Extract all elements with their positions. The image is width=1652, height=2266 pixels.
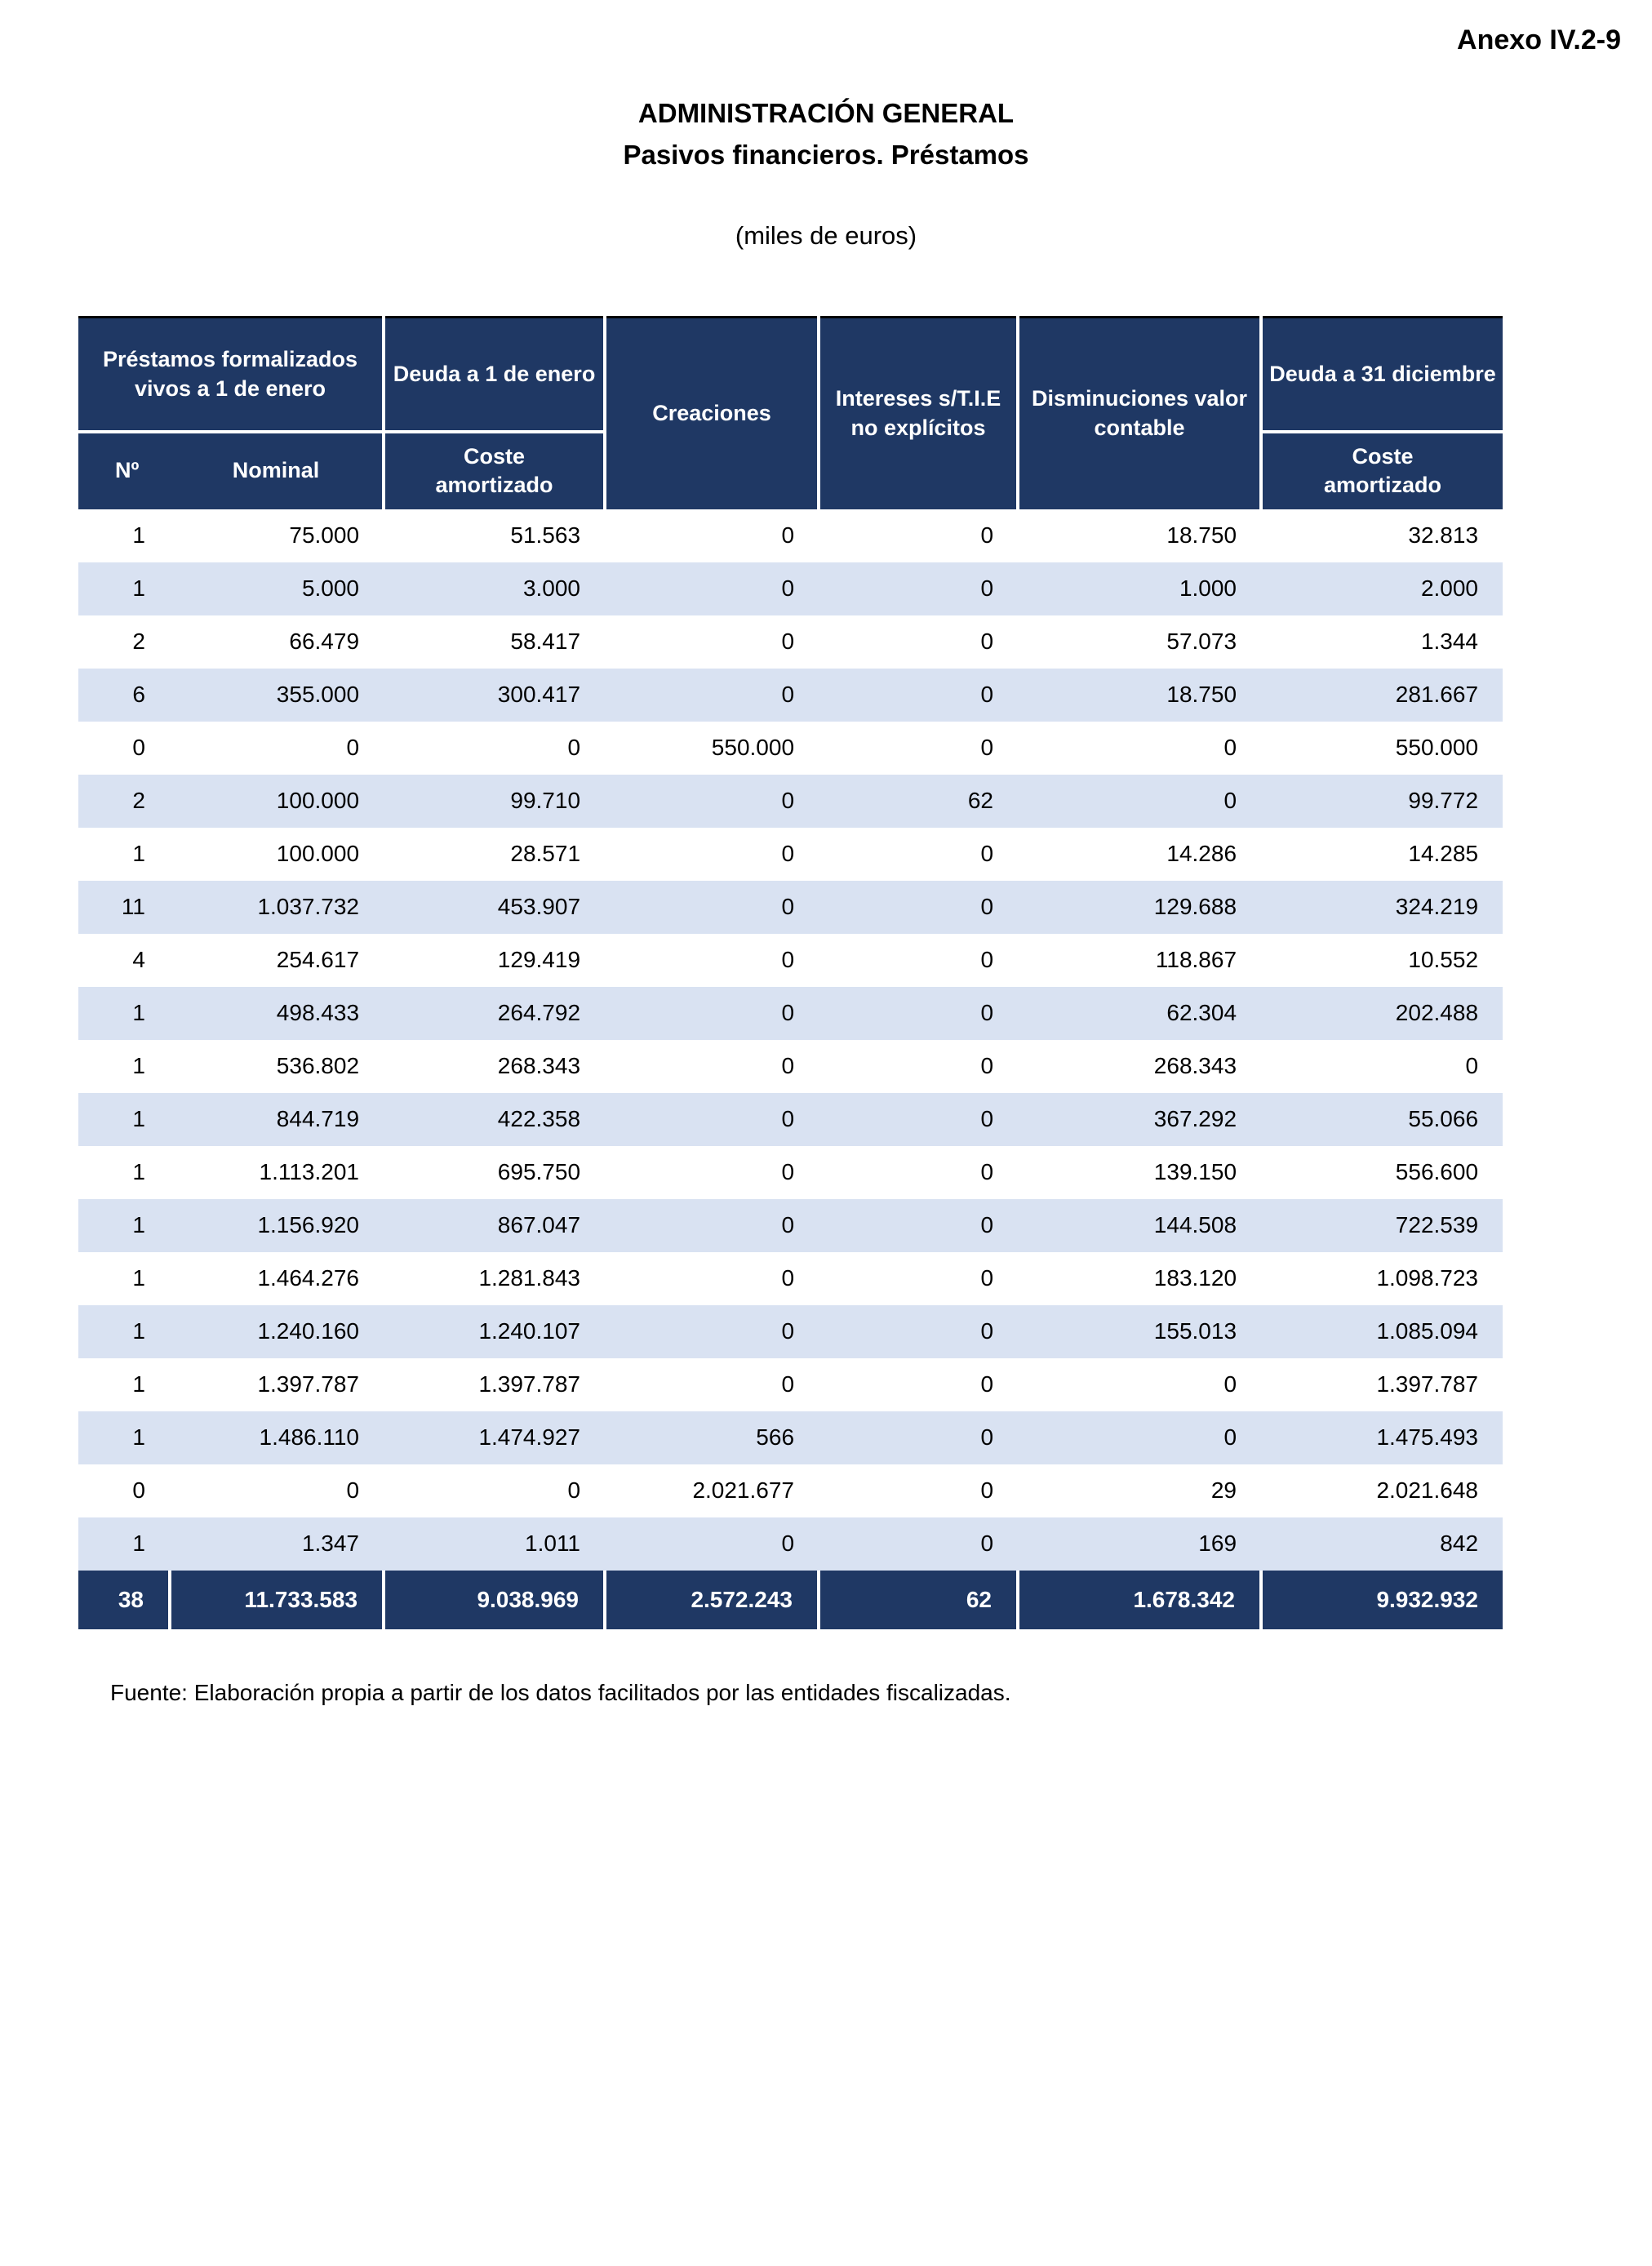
table-cell: 300.417 [384,669,605,722]
loans-table [78,316,1503,1629]
table-cell: 0 [384,1464,605,1517]
table-cell: 0 [819,1358,1018,1411]
table-cell: 550.000 [605,722,819,775]
table-row [78,722,1503,775]
table-cell: 144.508 [1018,1199,1261,1252]
table-cell: 695.750 [384,1146,605,1199]
table-cell: 169 [1018,1517,1261,1571]
table-cell: 0 [605,669,819,722]
table-cell: 0 [605,1358,819,1411]
table-cell: 0 [819,1464,1018,1517]
table-cell: 0 [605,775,819,828]
table-cell: 2 [78,775,170,828]
table-cell: 0 [819,934,1018,987]
table-cell: 1.240.160 [170,1305,384,1358]
table-cell: 268.343 [1018,1040,1261,1093]
table-cell: 268.343 [384,1040,605,1093]
table-cell: 1 [78,1305,170,1358]
table-row [78,987,1503,1040]
table-cell: 18.750 [1018,669,1261,722]
column-header-disminuciones: Disminuciones valor contable [1018,318,1261,509]
table-cell: 0 [819,1305,1018,1358]
table-cell: 118.867 [1018,934,1261,987]
table-cell: 0 [1018,1358,1261,1411]
table-cell: 75.000 [170,509,384,562]
table-cell: 0 [605,1146,819,1199]
table-cell: 99.710 [384,775,605,828]
source-note: Fuente: Elaboración propia a partir de los datos facilitados por las entidades fiscalizadas. [110,1679,1011,1705]
table-cell: 11 [78,881,170,934]
table-cell: 1 [78,1517,170,1571]
column-header-coste-amortizado-enero: Coste amortizado [384,432,605,509]
table-cell: 10.552 [1261,934,1503,987]
table-cell: 0 [819,1411,1018,1464]
table-cell: 1.281.843 [384,1252,605,1305]
table-row [78,562,1503,615]
table-cell: 1 [78,509,170,562]
table-cell: 0 [819,615,1018,669]
table-cell: 842 [1261,1517,1503,1571]
table-cell: 1.486.110 [170,1411,384,1464]
table-cell: 556.600 [1261,1146,1503,1199]
table-cell: 0 [605,615,819,669]
table-cell: 183.120 [1018,1252,1261,1305]
table-cell: 1.011 [384,1517,605,1571]
table-cell: 0 [605,1252,819,1305]
table-cell: 55.066 [1261,1093,1503,1146]
table-cell: 129.419 [384,934,605,987]
table-cell: 3.000 [384,562,605,615]
table-cell: 14.285 [1261,828,1503,881]
table-cell: 1 [78,1252,170,1305]
column-header-numero: Nº [78,432,170,509]
table-cell: 0 [819,828,1018,881]
table-cell: 32.813 [1261,509,1503,562]
table-cell: 453.907 [384,881,605,934]
table-cell: 844.719 [170,1093,384,1146]
table-cell: 6 [78,669,170,722]
column-header-nominal: Nominal [170,432,384,509]
table-cell: 18.750 [1018,509,1261,562]
table-body [78,509,1503,1571]
table-cell: 1.475.493 [1261,1411,1503,1464]
table-cell: 0 [819,987,1018,1040]
table-cell: 139.150 [1018,1146,1261,1199]
table-row [78,1358,1503,1411]
table-cell: 28.571 [384,828,605,881]
table-cell: 0 [819,669,1018,722]
table-cell: 29 [1018,1464,1261,1517]
table-cell: 0 [1261,1040,1503,1093]
table-cell: 0 [605,987,819,1040]
table-cell: 1 [78,562,170,615]
annex-label: Anexo IV.2-9 [1457,24,1621,56]
table-cell: 0 [819,1517,1018,1571]
table-cell: 1.113.201 [170,1146,384,1199]
units-note: (miles de euros) [735,221,917,251]
table-cell: 57.073 [1018,615,1261,669]
table-cell: 129.688 [1018,881,1261,934]
page-title: ADMINISTRACIÓN GENERAL [637,98,1015,128]
table-cell: 867.047 [384,1199,605,1252]
table-cell: 0 [819,1146,1018,1199]
table-cell: 566 [605,1411,819,1464]
table-row [78,881,1503,934]
table-row [78,1464,1503,1517]
total-cell: 62 [819,1571,1018,1629]
table-cell: 0 [605,1093,819,1146]
table-cell: 1.474.927 [384,1411,605,1464]
table-cell: 281.667 [1261,669,1503,722]
table-cell: 1.000 [1018,562,1261,615]
table-cell: 355.000 [170,669,384,722]
table-cell: 1 [78,1146,170,1199]
table-cell: 2.021.648 [1261,1464,1503,1517]
table-cell: 1.240.107 [384,1305,605,1358]
column-header-intereses: Intereses s/T.I.E no explícitos [819,318,1018,509]
table-cell: 1 [78,987,170,1040]
column-header-coste-amortizado-diciembre: Coste amortizado [1261,432,1503,509]
table-cell: 1 [78,1411,170,1464]
table-row [78,509,1503,562]
table-cell: 202.488 [1261,987,1503,1040]
table-cell: 0 [605,828,819,881]
table-cell: 550.000 [1261,722,1503,775]
column-header-creaciones: Creaciones [605,318,819,509]
title-block [0,92,1652,176]
total-cell: 9.932.932 [1261,1571,1503,1629]
table-cell: 0 [819,509,1018,562]
table-cell: 58.417 [384,615,605,669]
table-cell: 498.433 [170,987,384,1040]
table-cell: 155.013 [1018,1305,1261,1358]
table-row [78,1146,1503,1199]
total-cell: 11.733.583 [170,1571,384,1629]
table-cell: 1 [78,1093,170,1146]
table-cell: 536.802 [170,1040,384,1093]
table-footer [78,1571,1503,1629]
table-row [78,1411,1503,1464]
table-cell: 1.397.787 [170,1358,384,1411]
table-cell: 1.037.732 [170,881,384,934]
table-cell: 0 [605,1305,819,1358]
table-cell: 0 [605,562,819,615]
table-cell: 2 [78,615,170,669]
table-cell: 2.021.677 [605,1464,819,1517]
table-cell: 0 [819,1252,1018,1305]
total-row [78,1571,1503,1629]
table-row [78,669,1503,722]
table-cell: 5.000 [170,562,384,615]
table-cell: 0 [819,881,1018,934]
table-cell: 0 [605,1199,819,1252]
table-row [78,775,1503,828]
table-cell: 62 [819,775,1018,828]
table-cell: 1.464.276 [170,1252,384,1305]
table-cell: 100.000 [170,775,384,828]
table-cell: 0 [1018,775,1261,828]
table-cell: 0 [605,881,819,934]
table-row [78,1305,1503,1358]
table-cell: 1.344 [1261,615,1503,669]
table-cell: 0 [819,562,1018,615]
table-cell: 0 [819,1093,1018,1146]
table-cell: 0 [384,722,605,775]
table-cell: 0 [1018,722,1261,775]
total-cell: 9.038.969 [384,1571,605,1629]
table-cell: 0 [1018,1411,1261,1464]
table-cell: 100.000 [170,828,384,881]
table-cell: 0 [819,1040,1018,1093]
page-subtitle: Pasivos financieros. Préstamos [623,140,1029,171]
table-cell: 0 [170,722,384,775]
table-cell: 62.304 [1018,987,1261,1040]
table-cell: 1.098.723 [1261,1252,1503,1305]
total-cell: 1.678.342 [1018,1571,1261,1629]
table-row [78,828,1503,881]
table-cell: 1.156.920 [170,1199,384,1252]
total-cell: 2.572.243 [605,1571,819,1629]
table-cell: 0 [605,1517,819,1571]
table-cell: 254.617 [170,934,384,987]
table-cell: 2.000 [1261,562,1503,615]
table-cell: 1.085.094 [1261,1305,1503,1358]
table-cell: 1.397.787 [384,1358,605,1411]
table-row [78,1199,1503,1252]
table-row [78,1252,1503,1305]
table-cell: 1 [78,1040,170,1093]
table-cell: 0 [605,934,819,987]
table-cell: 367.292 [1018,1093,1261,1146]
table-cell: 0 [819,722,1018,775]
table-row [78,615,1503,669]
table-cell: 1 [78,1199,170,1252]
table-cell: 1.347 [170,1517,384,1571]
table-cell: 0 [605,1040,819,1093]
table-header [78,318,1503,509]
table-cell: 1 [78,828,170,881]
table-row [78,1093,1503,1146]
table-cell: 0 [78,1464,170,1517]
table-cell: 324.219 [1261,881,1503,934]
total-cell: 38 [78,1571,170,1629]
table-cell: 99.772 [1261,775,1503,828]
table-cell: 0 [78,722,170,775]
table-cell: 422.358 [384,1093,605,1146]
table-cell: 4 [78,934,170,987]
table-row [78,1040,1503,1093]
table-cell: 1 [78,1358,170,1411]
column-group-deuda-1-enero: Deuda a 1 de enero [384,318,605,432]
column-group-deuda-31-diciembre: Deuda a 31 diciembre [1261,318,1503,432]
table-cell: 14.286 [1018,828,1261,881]
column-group-prestamos-formalizados: Préstamos formalizados vivos a 1 de enero [78,318,384,432]
table-cell: 51.563 [384,509,605,562]
table-cell: 0 [819,1199,1018,1252]
table-row [78,934,1503,987]
table-cell: 722.539 [1261,1199,1503,1252]
table-cell: 264.792 [384,987,605,1040]
table-cell: 0 [605,509,819,562]
table-cell: 66.479 [170,615,384,669]
table-cell: 0 [170,1464,384,1517]
table-row [78,1517,1503,1571]
table-cell: 1.397.787 [1261,1358,1503,1411]
